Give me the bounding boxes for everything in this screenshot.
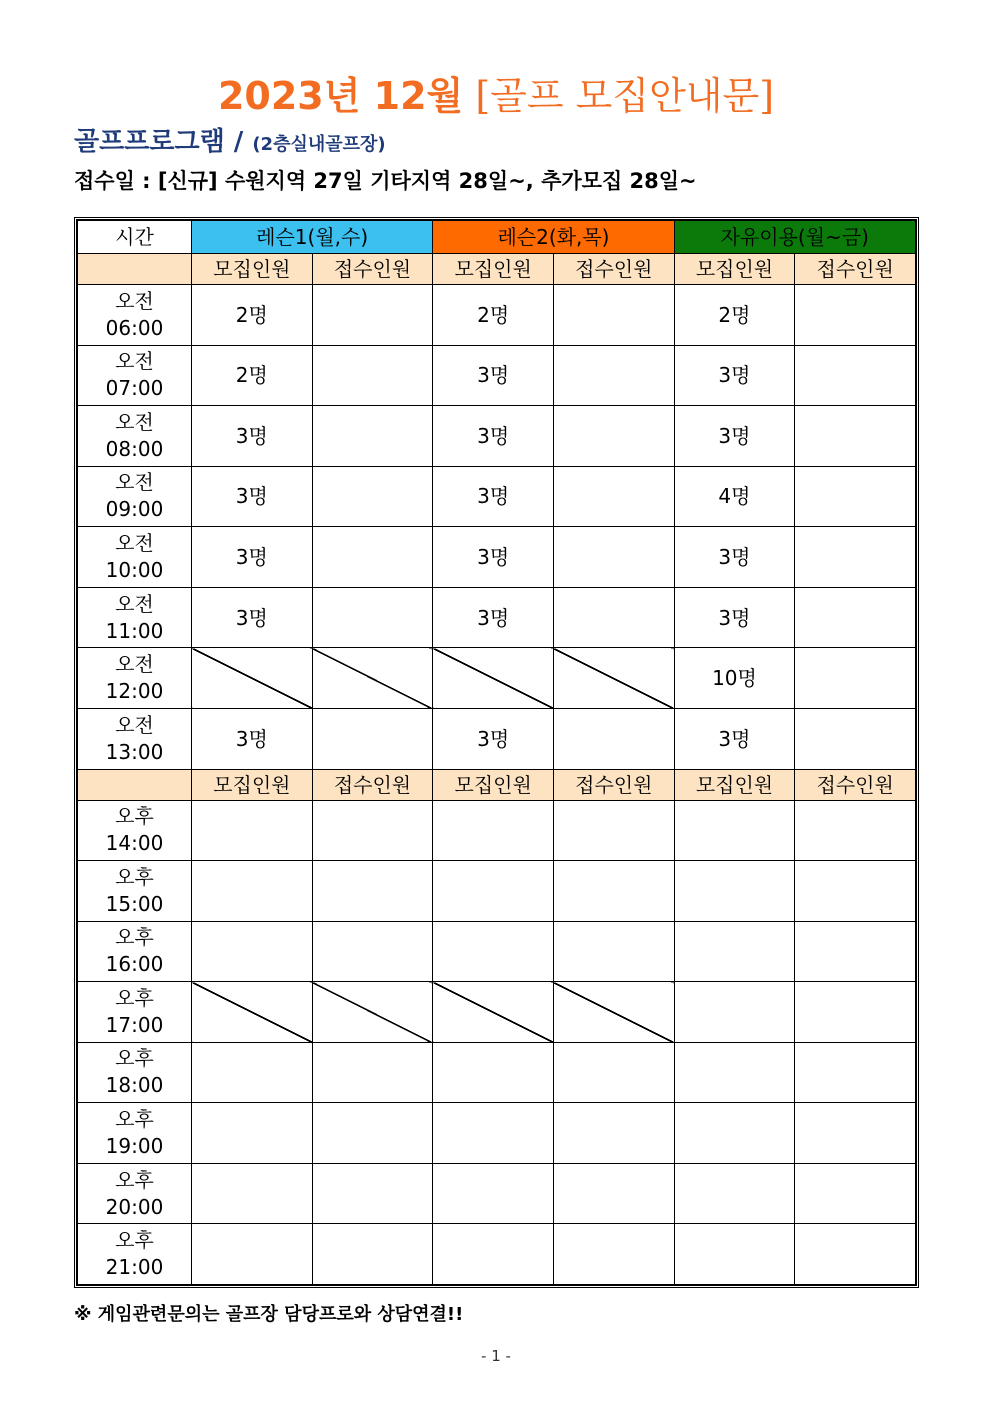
unavailable-cell	[433, 982, 554, 1043]
time-label: 14:00	[105, 831, 164, 856]
recruit-count-cell: 3명	[192, 587, 313, 648]
unavailable-cell	[553, 982, 674, 1043]
received-count-cell	[795, 1224, 916, 1285]
recruit-count-cell: 3명	[192, 466, 313, 527]
time-cell	[78, 1163, 192, 1224]
received-count-cell	[312, 800, 433, 861]
received-count-cell	[553, 345, 674, 406]
received-count-cell	[553, 921, 674, 982]
received-count-cell	[795, 982, 916, 1043]
received-count-cell	[312, 285, 433, 346]
received-count-cell	[553, 1224, 674, 1285]
received-count-cell	[795, 708, 916, 769]
table-row	[78, 1224, 916, 1285]
recruit-count-cell	[433, 861, 554, 922]
free-use-header: 자유이용(월~금)	[674, 221, 915, 254]
received-count-cell	[795, 345, 916, 406]
sub-header-recruit: 모집인원	[192, 769, 313, 800]
time-cell	[78, 1042, 192, 1103]
unavailable-cell	[312, 648, 433, 709]
time-label: 07:00	[105, 376, 164, 401]
table-row	[78, 527, 916, 588]
time-label: 16:00	[105, 952, 164, 977]
group-header-row	[78, 221, 916, 254]
lesson1-header: 레슨1(월,수)	[192, 221, 433, 254]
page-title	[0, 72, 992, 120]
time-cell	[78, 285, 192, 346]
title-date: 2023년 12월	[217, 74, 464, 118]
unavailable-cell	[312, 982, 433, 1043]
morning-rows	[78, 285, 916, 769]
time-cell	[78, 861, 192, 922]
recruit-count-cell: 3명	[433, 587, 554, 648]
title-subject: [골프 모집안내문]	[475, 74, 775, 118]
afternoon-rows	[78, 800, 916, 1284]
time-label: 12:00	[105, 679, 164, 704]
received-count-cell	[312, 345, 433, 406]
recruit-count-cell	[192, 1103, 313, 1164]
time-cell	[78, 708, 192, 769]
received-count-cell	[795, 466, 916, 527]
recruit-count-cell: 3명	[433, 406, 554, 467]
sub-header-received: 접수인원	[312, 254, 433, 285]
recruit-count-cell	[192, 800, 313, 861]
recruit-count-cell: 2명	[674, 285, 795, 346]
table-row	[78, 406, 916, 467]
recruit-count-cell	[433, 800, 554, 861]
program-heading	[74, 124, 386, 163]
table-row	[78, 1103, 916, 1164]
unavailable-cell	[192, 982, 313, 1043]
table-row	[78, 921, 916, 982]
received-count-cell	[795, 1042, 916, 1103]
unavailable-cell	[553, 648, 674, 709]
received-count-cell	[553, 800, 674, 861]
time-label: 20:00	[105, 1194, 164, 1219]
received-count-cell	[553, 1103, 674, 1164]
recruit-count-cell	[433, 921, 554, 982]
time-label: 10:00	[105, 558, 164, 582]
received-count-cell	[312, 527, 433, 588]
recruit-count-cell	[674, 1103, 795, 1164]
sub-header-received: 접수인원	[553, 769, 674, 800]
sub-header-row	[78, 254, 916, 285]
unavailable-cell	[433, 648, 554, 709]
recruit-count-cell: 3명	[674, 345, 795, 406]
recruit-count-cell: 3명	[674, 587, 795, 648]
recruit-count-cell: 3명	[433, 466, 554, 527]
period-label: 오전	[115, 531, 154, 555]
received-count-cell	[795, 285, 916, 346]
schedule-table	[77, 220, 916, 1285]
received-count-cell	[795, 1163, 916, 1224]
period-label: 오후	[115, 864, 154, 889]
lesson2-header: 레슨2(화,목)	[433, 221, 674, 254]
received-count-cell	[312, 1224, 433, 1285]
recruit-count-cell: 10명	[674, 648, 795, 709]
period-label: 오전	[115, 470, 154, 495]
table-row	[78, 345, 916, 406]
time-cell	[78, 406, 192, 467]
received-count-cell	[312, 1163, 433, 1224]
recruit-count-cell	[433, 1163, 554, 1224]
period-label: 오전	[115, 591, 154, 616]
time-label: 06:00	[105, 315, 164, 340]
period-label: 오전	[115, 712, 154, 737]
table-row	[78, 708, 916, 769]
recruit-count-cell: 2명	[192, 285, 313, 346]
recruit-count-cell: 3명	[192, 708, 313, 769]
recruit-count-cell	[192, 1163, 313, 1224]
recruit-count-cell	[192, 921, 313, 982]
received-count-cell	[795, 861, 916, 922]
received-count-cell	[553, 708, 674, 769]
time-cell	[78, 466, 192, 527]
recruit-count-cell: 2명	[192, 345, 313, 406]
time-cell	[78, 345, 192, 406]
recruit-count-cell	[433, 1103, 554, 1164]
diagonal-cell	[78, 769, 192, 800]
time-label: 19:00	[105, 1134, 164, 1159]
period-label: 오전	[115, 349, 154, 374]
recruit-count-cell	[674, 1042, 795, 1103]
time-label: 11:00	[105, 618, 164, 643]
sub-header-recruit: 모집인원	[674, 769, 795, 800]
received-count-cell	[553, 1042, 674, 1103]
time-header: 시간	[78, 221, 192, 254]
sub-header-received: 접수인원	[795, 254, 916, 285]
recruit-count-cell	[674, 921, 795, 982]
received-count-cell	[795, 1103, 916, 1164]
time-cell	[78, 1103, 192, 1164]
received-count-cell	[795, 587, 916, 648]
recruit-count-cell	[192, 1224, 313, 1285]
recruit-count-cell: 3명	[433, 708, 554, 769]
recruit-count-cell	[433, 1224, 554, 1285]
received-count-cell	[795, 648, 916, 709]
recruit-count-cell: 2명	[433, 285, 554, 346]
sub-header-recruit: 모집인원	[433, 769, 554, 800]
period-label: 오전	[115, 652, 154, 677]
time-label: 09:00	[105, 497, 164, 522]
period-label: 오후	[115, 1228, 154, 1253]
received-count-cell	[553, 285, 674, 346]
period-label: 오전	[115, 288, 154, 313]
table-row	[78, 861, 916, 922]
time-cell	[78, 527, 192, 588]
table-row	[78, 982, 916, 1043]
time-label: 17:00	[105, 1012, 164, 1037]
table-row	[78, 587, 916, 648]
time-label: 08:00	[105, 436, 164, 461]
period-label: 오후	[115, 1107, 154, 1132]
time-label: 18:00	[105, 1073, 164, 1098]
received-count-cell	[312, 708, 433, 769]
recruit-count-cell: 3명	[433, 527, 554, 588]
sub-header-received: 접수인원	[312, 769, 433, 800]
table-row	[78, 466, 916, 527]
recruit-count-cell: 4명	[674, 466, 795, 527]
recruit-count-cell	[674, 1163, 795, 1224]
time-label: 13:00	[105, 739, 164, 764]
time-cell	[78, 800, 192, 861]
received-count-cell	[312, 466, 433, 527]
period-label: 오후	[115, 1046, 154, 1071]
table-row	[78, 1163, 916, 1224]
recruit-count-cell	[192, 861, 313, 922]
schedule-table-frame	[74, 217, 919, 1288]
recruit-count-cell	[674, 861, 795, 922]
received-count-cell	[795, 406, 916, 467]
received-count-cell	[795, 527, 916, 588]
recruit-count-cell: 3명	[674, 527, 795, 588]
table-row	[78, 1042, 916, 1103]
received-count-cell	[553, 1163, 674, 1224]
received-count-cell	[553, 466, 674, 527]
period-label: 오후	[115, 985, 154, 1010]
recruit-count-cell	[674, 982, 795, 1043]
diagonal-cell	[78, 254, 192, 285]
received-count-cell	[553, 861, 674, 922]
sub-header-recruit: 모집인원	[192, 254, 313, 285]
program-location: (2층실내골프장)	[252, 134, 386, 155]
time-cell	[78, 1224, 192, 1285]
period-label: 오후	[115, 925, 154, 950]
received-count-cell	[553, 587, 674, 648]
inquiry-note: ※ 게임관련문의는 골프장 담당프로와 상담연결!!	[74, 1304, 464, 1325]
recruit-count-cell: 3명	[433, 345, 554, 406]
recruit-count-cell: 3명	[192, 406, 313, 467]
page-number: - 1 -	[481, 1347, 511, 1365]
sub-header-recruit: 모집인원	[433, 254, 554, 285]
recruit-count-cell	[674, 800, 795, 861]
time-label: 21:00	[105, 1255, 164, 1280]
recruit-count-cell	[674, 1224, 795, 1285]
recruit-count-cell: 3명	[192, 527, 313, 588]
reception-dates: 접수일 : [신규] 수원지역 27일 기타지역 28일~, 추가모집 28일~	[74, 169, 697, 193]
received-count-cell	[795, 921, 916, 982]
table-row	[78, 648, 916, 709]
received-count-cell	[312, 1042, 433, 1103]
program-name: 골프프로그램 /	[74, 127, 244, 157]
sub-header-received: 접수인원	[795, 769, 916, 800]
recruit-count-cell	[192, 1042, 313, 1103]
time-label: 15:00	[105, 891, 164, 916]
received-count-cell	[312, 861, 433, 922]
recruit-count-cell: 3명	[674, 406, 795, 467]
table-row	[78, 800, 916, 861]
period-label: 오후	[115, 804, 154, 829]
sub-header-row	[78, 769, 916, 800]
period-label: 오후	[115, 1167, 154, 1192]
recruit-count-cell: 3명	[674, 708, 795, 769]
recruit-count-cell	[433, 1042, 554, 1103]
received-count-cell	[312, 406, 433, 467]
unavailable-cell	[192, 648, 313, 709]
received-count-cell	[312, 587, 433, 648]
period-label: 오전	[115, 409, 154, 434]
received-count-cell	[553, 406, 674, 467]
received-count-cell	[795, 800, 916, 861]
received-count-cell	[312, 921, 433, 982]
time-cell	[78, 982, 192, 1043]
received-count-cell	[553, 527, 674, 588]
time-cell	[78, 648, 192, 709]
sub-header-received: 접수인원	[553, 254, 674, 285]
sub-header-recruit: 모집인원	[674, 254, 795, 285]
time-cell	[78, 587, 192, 648]
time-cell	[78, 921, 192, 982]
received-count-cell	[312, 1103, 433, 1164]
table-row	[78, 285, 916, 346]
